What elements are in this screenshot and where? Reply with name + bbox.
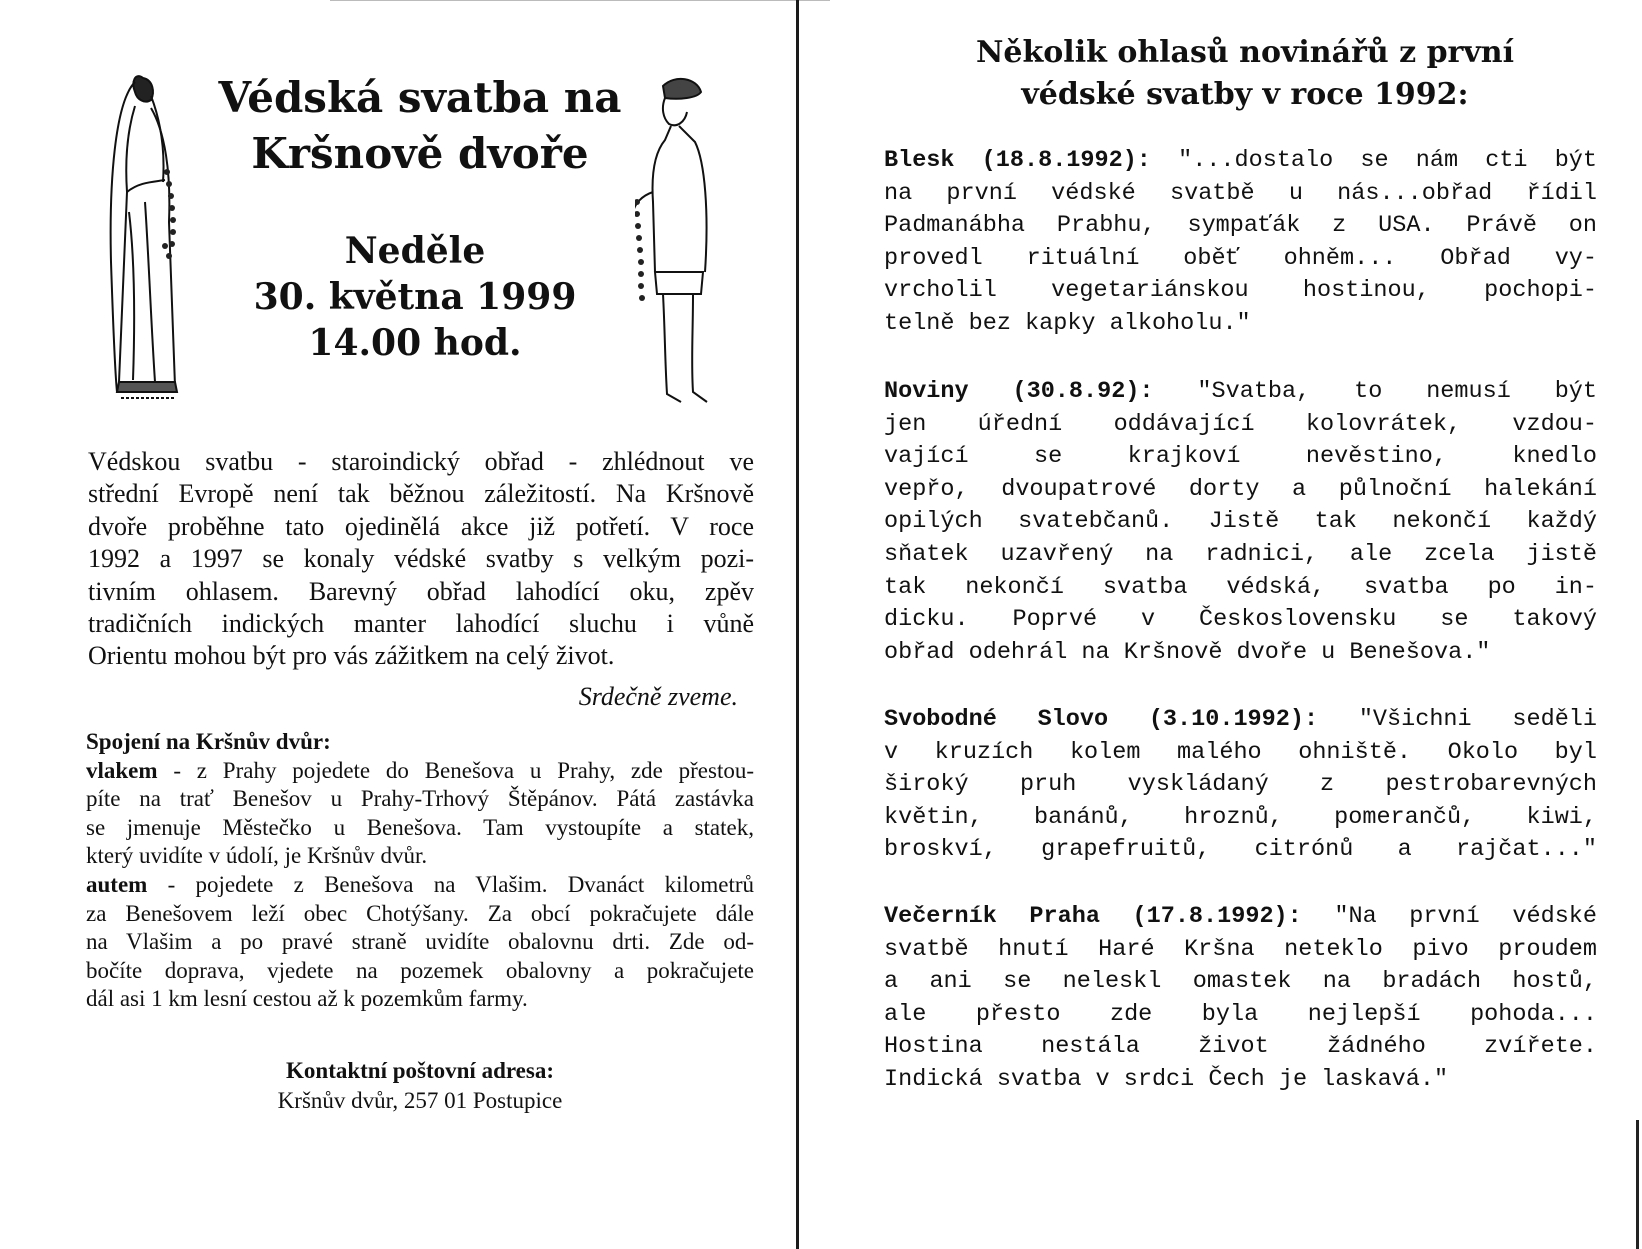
event-time: 14.00 hod. bbox=[308, 322, 522, 364]
train-line: se jmenuje Městečko u Benešova. Tam vystoupíte a statek, bbox=[86, 814, 754, 840]
car-line: bočíte doprava, vjedete na pozemek obalovny a pokračujete bbox=[86, 957, 754, 983]
intro-line: Orientu mohou být pro vás zážitkem na celý život. bbox=[88, 641, 615, 671]
quote-line: opilých svatebčanů. Jistě tak nekončí každý bbox=[884, 508, 1597, 536]
quote-line: jen úřední oddávající kolovrátek, vzdou- bbox=[884, 410, 1597, 438]
scan-right-edge bbox=[1636, 1120, 1639, 1249]
car-line: za Benešovem leží obec Chotýšany. Za obcí pokračujete dále bbox=[86, 900, 754, 926]
connection-info bbox=[86, 728, 754, 1014]
quote-line: ale přesto zde byla nejlepší pohoda... bbox=[884, 1000, 1597, 1028]
car-line: na Vlašim a po pravé straně uvidíte obalovnu drti. Zde od- bbox=[86, 929, 754, 955]
groom-illustration bbox=[635, 72, 735, 428]
quote-line: vepřo, dvoupatrové dorty a půlnoční halekání bbox=[884, 475, 1597, 503]
train-line: píte na trať Benešov u Prahy-Trhový Štěpánov. Pátá zastávka bbox=[86, 786, 754, 812]
quote-line: sňatek uzavřený na radnici, ale zcela jistě bbox=[884, 540, 1597, 568]
quote-source: Svobodné Slovo (3.10.1992): bbox=[884, 706, 1319, 733]
quote-line: dicku. Poprvé v Československu se takový bbox=[884, 606, 1597, 634]
quote-line: obřad odehrál na Kršnově dvoře u Benešova." bbox=[884, 638, 1491, 666]
quote-line: Hostina nestála život žádného zvířete. bbox=[884, 1033, 1597, 1061]
press-quote-svobodne-slovo: Svobodné Slovo (3.10.1992): "Všichni seděli v kruzích kolem malého ohniště. Okolo byl široký pruh vyskládaný z pestrobarevných květin, banánů, hroznů, pomerančů, kiwi, broskví, grapefruitů, citrónů a rajčat..." bbox=[884, 704, 1597, 867]
contact-address: Kršnův dvůr, 257 01 Postupice bbox=[277, 1088, 563, 1113]
intro-line: tivním ohlasem. Barevný obřad lahodící oku, zpěv bbox=[88, 576, 754, 606]
quote-source: Blesk (18.8.1992): bbox=[884, 147, 1151, 174]
event-date: 30. května 1999 bbox=[253, 276, 577, 318]
contact-label: Kontaktní poštovní adresa: bbox=[286, 1058, 554, 1083]
contact-block bbox=[200, 1056, 640, 1116]
quote-line: telně bez kapky alkoholu." bbox=[884, 309, 1251, 337]
car-line: autem - pojedete z Benešova na Vlašim. Dvanáct kilometrů bbox=[86, 871, 754, 897]
quote-line: Padmanábha Prabhu, sympaťák z USA. Právě on bbox=[884, 212, 1597, 240]
intro-line: Védskou svatbu - staroindický obřad - zhlédnout ve bbox=[88, 447, 754, 476]
signoff: Srdečně zveme. bbox=[578, 682, 738, 711]
intro-line: 1992 a 1997 se konaly védské svatby s velkým pozi- bbox=[88, 544, 754, 574]
press-title-line: védské svatby v roce 1992: bbox=[1021, 77, 1469, 112]
car-label: autem bbox=[86, 871, 148, 897]
quote-line: vající se krajkoví nevěstino, knedlo bbox=[884, 443, 1597, 471]
press-title-line: Několik ohlasů novinářů z první bbox=[976, 35, 1514, 70]
quote-line: v kruzích kolem malého ohniště. Okolo byl bbox=[884, 738, 1597, 766]
quote-line: na první védské svatbě u nás...obřad řídil bbox=[884, 179, 1597, 207]
event-title-line: Védská svatba na bbox=[218, 73, 622, 122]
quote-line: broskví, grapefruitů, citrónů a rajčat..." bbox=[884, 836, 1597, 864]
press-quote-noviny: Noviny (30.8.92): "Svatba, to nemusí být jen úřední oddávající kolovrátek, vzdou- vající se krajkoví nevěstino, knedlo vepřo, dvoupatrové dorty a půlnoční halekání opilých svatebčanů. Jistě tak nekončí každý sňatek uzavřený na radnici, ale zcela jistě tak nekončí svatba védská, svatba po in- dicku. Poprvé v Československu se takový obřad odehrál na Kršnově dvoře u Benešova." bbox=[884, 376, 1597, 669]
quote-line: Indická svatba v srdci Čech je laskavá." bbox=[884, 1065, 1449, 1093]
press-quote-blesk: Blesk (18.8.1992): "...dostalo se nám cti být na první védské svatbě u nás...obřad řídil Padmanábha Prabhu, sympaťák z USA. Právě on provedl rituální oběť ohněm... Obřad vy- vrcholil vegetariánskou hostinou, pochopi- telně bez kapky alkoholu." bbox=[884, 145, 1597, 341]
quote-source: Noviny (30.8.92): bbox=[884, 378, 1154, 405]
train-line: který uvidíte v údolí, je Kršnův dvůr. bbox=[86, 843, 428, 869]
event-title bbox=[200, 70, 640, 182]
connection-heading: Spojení na Kršnův dvůr: bbox=[86, 729, 331, 754]
intro-line: tradičních indických manter lahodící sluchu i vůně bbox=[88, 609, 754, 639]
press-title bbox=[885, 32, 1605, 116]
scan-top-edge bbox=[330, 0, 830, 1]
event-day: Neděle bbox=[344, 230, 486, 272]
event-date-block bbox=[220, 228, 610, 366]
quote-line: svatbě hnutí Haré Kršna neteklo pivo proudem bbox=[884, 935, 1597, 963]
quote-line: tak nekončí svatba védská, svatba po in- bbox=[884, 573, 1597, 601]
quote-line: vrcholil vegetariánskou hostinou, pochopi- bbox=[884, 277, 1597, 305]
bride-illustration bbox=[105, 62, 195, 418]
quote-line: květin, banánů, hroznů, pomerančů, kiwi, bbox=[884, 803, 1597, 831]
car-line: dál asi 1 km lesní cestou až k pozemkům farmy. bbox=[86, 986, 528, 1012]
train-line: vlakem - z Prahy pojedete do Benešova u Prahy, zde přestou- bbox=[86, 757, 754, 783]
train-label: vlakem bbox=[86, 757, 158, 783]
quote-line: široký pruh vyskládaný z pestrobarevných bbox=[884, 771, 1597, 799]
event-title-line: Kršnově dvoře bbox=[251, 129, 589, 178]
quote-line: a ani se neleskl omastek na bradách hostů, bbox=[884, 968, 1597, 996]
press-quote-vecernik-praha: Večerník Praha (17.8.1992): "Na první védské svatbě hnutí Haré Kršna neteklo pivo proudem a ani se neleskl omastek na bradách hostů, ale přesto zde byla nejlepší pohoda... Hostina nestála život žádného zvířete. Indická svatba v srdci Čech je laskavá." bbox=[884, 901, 1597, 1097]
intro-paragraph bbox=[88, 446, 754, 673]
quote-source: Večerník Praha (17.8.1992): bbox=[884, 903, 1302, 930]
page-fold-line bbox=[796, 0, 799, 1249]
quote-line: provedl rituální oběť ohněm... Obřad vy- bbox=[884, 244, 1597, 272]
intro-line: střední Evropě není tak běžnou záležitostí. Na Kršnově bbox=[88, 479, 754, 509]
intro-line: dvoře proběhne tato ojedinělá akce již potřetí. V roce bbox=[88, 511, 754, 541]
